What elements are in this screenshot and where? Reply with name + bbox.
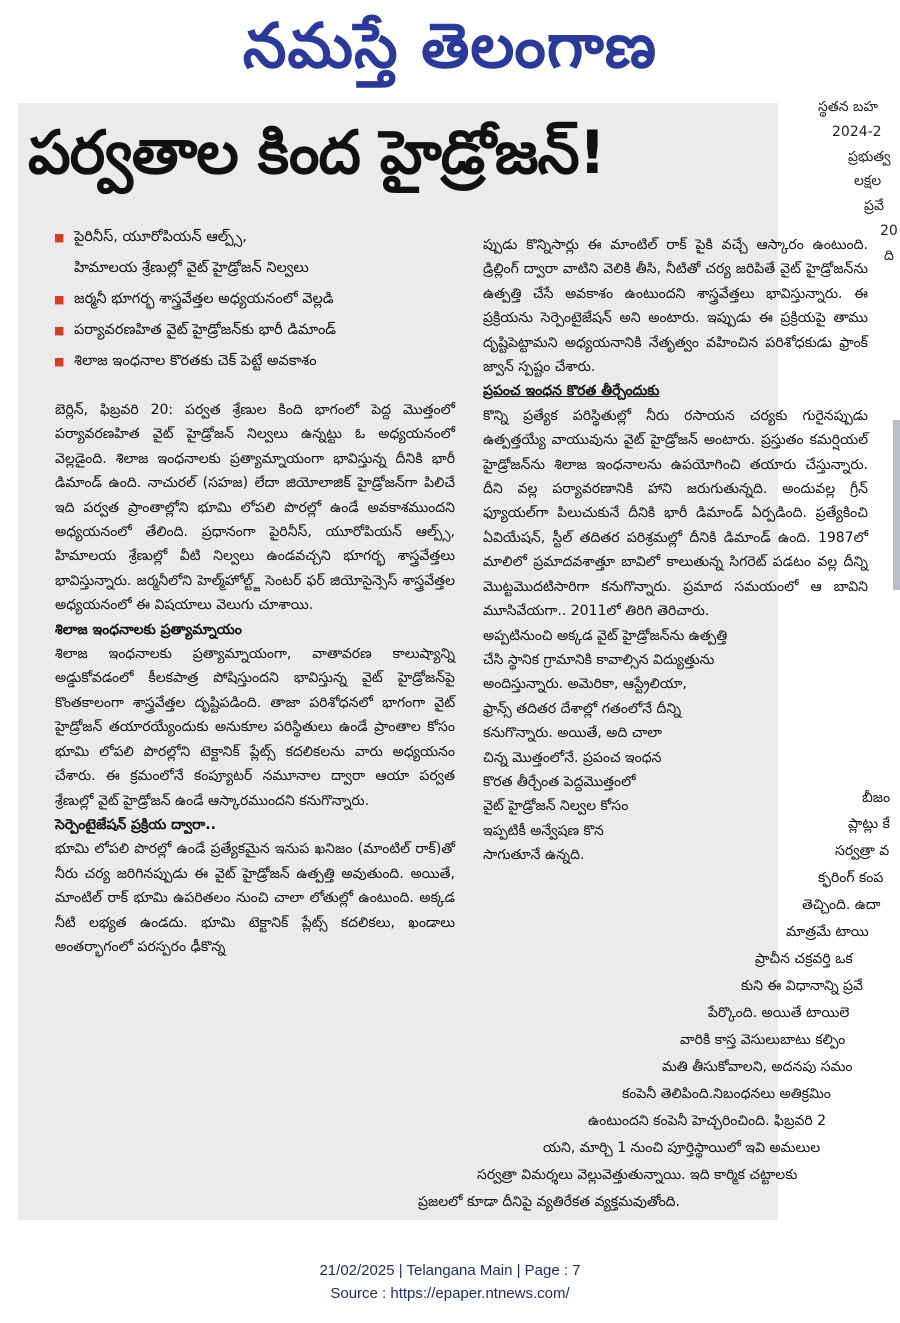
text-line: వారికి కాస్త వెసులుబాటు కల్పిం <box>680 1032 846 1048</box>
text-line: కంపెనీ తెలిపింది.నిబంధనలు అతిక్రమిం <box>622 1086 831 1102</box>
text-line: కుని ఈ విధానాన్ని ప్రవే <box>741 978 863 994</box>
text-line: సర్వత్రా వ <box>835 843 890 859</box>
bullet-list <box>54 222 474 377</box>
neighbor-article-bottom <box>300 785 900 1225</box>
text-line: చేసి స్థానిక గ్రామానికి కావాల్సిన విద్యుత్తును <box>483 651 715 668</box>
text-line: ప్రాచీన చక్రవర్తి ఒక <box>755 951 853 967</box>
text-line: ది <box>884 247 894 264</box>
text-line: చిన్న మొత్తంలోనే. ప్రపంచ ఇంధన <box>483 749 662 766</box>
bullet-item-continued: హిమాలయ శ్రేణుల్లో వైట్ హైడ్రోజన్ నిల్వలు <box>74 260 309 276</box>
masthead <box>0 0 900 95</box>
text-line: ప్రభుత్వ <box>848 148 891 165</box>
article-paragraph: శిలాజ ఇంధనాలకు ప్రత్యామ్నాయంగా, వాతావరణ కాలుష్యాన్ని అడ్డుకోవడంలో కీలకపాత్ర పోషిస్తుందని భావిస్తున్న వైట్ హైడ్రోజన్‌పై కొంతకాలంగా శాస్త్రవేత్తల దృష్టిపడింది. తాజా పరిశోధనలో భాగంగా వైట్ హైడ్రోజన్ తయారయ్యేందుకు అనుకూల పరిస్థితులు ఉండే ప్రాంతాల కోసం భూమి లోపలి పొరల్లోని టెక్టానిక్ ప్లేట్స్ కదలికలను వారు అధ్యయనం చేశారు. ఈ క్రమంలోనే కంప్యూటర్ నమూనాల ద్వారా ఆయా పర్వత శ్రేణుల్లో వైట్ హైడ్రోజన్ ఉండే ఆస్కారముందని కనుగొన్నారు. <box>55 646 455 809</box>
neighbor-photo <box>893 420 900 590</box>
text-line: అందిస్తున్నారు. అమెరికా, ఆస్ట్రేలియా, <box>483 676 687 693</box>
bullet-item: ■ పైరినీస్, యూరోపియన్ ఆల్ప్స్, <box>54 222 474 253</box>
article-column-2 <box>483 233 868 868</box>
bullet-item: ■ జర్మనీ భూగర్భ శాస్త్రవేత్తల అధ్యయనంలో వెల్లడి <box>54 284 474 315</box>
article-paragraph: ప్పుడు కొన్నిసార్లు ఈ మాంటిల్ రాక్ పైకి వచ్చే ఆస్కారం ఉంటుంది. డ్రిల్లింగ్ ద్వారా వాటిని వెలికి తీసి, నీటితో చర్య జరిపితే వైట్ హైడ్రోజన్‌ను ఉత్పత్తి చేసే అవకాశం ఉంటుందని శాస్త్రవేత్తలు భావిస్తున్నారు. ఈ ప్రక్రియను సెర్పెంటైజేషన్ అని అంటారు. ఇప్పుడు ఈ ప్రక్రియపై తాము దృష్టిపెట్టామని అధ్యయనానికి నేతృత్వం వహించిన పరిశోధకుడు ఫ్రాంక్ జ్వాన్ స్పష్టం చేశారు. <box>483 237 868 376</box>
text-line: స్థతన బహ <box>818 99 878 115</box>
footer-date-page: 21/02/2025 | Telangana Main | Page : 7 <box>319 1262 581 1279</box>
text-line: కనుగొన్నారు. అయితే, అది చాలా <box>483 725 662 742</box>
subheading: సెర్పెంటైజేషన్ ప్రక్రియ ద్వారా.. <box>55 816 216 833</box>
text-line: మతి తీసుకోవాలని, అదనపు సమం <box>662 1059 853 1075</box>
text-line: అప్పటినుంచి అక్కడ వైట్ హైడ్రోజన్‌ను ఉత్పత్తి <box>483 627 728 644</box>
text-line: ప్లాట్లు కే <box>848 816 890 832</box>
text-line: సర్వత్రా విమర్శలు వెల్లువెత్తుతున్నాయి. ఇది కార్మిక చట్టాలకు <box>477 1167 798 1183</box>
text-line: ఫ్రాన్స్ తదితర దేశాల్లో గతంలోనే దీన్ని <box>483 700 682 717</box>
text-line: 2024-2 <box>832 123 882 140</box>
bullet-item: ■ పర్యావరణహిత వైట్ హైడ్రోజన్‌కు భారీ డిమాండ్ <box>54 315 474 346</box>
article-headline: పర్వతాల కింద హైడ్రోజన్! <box>28 118 606 188</box>
text-line: బీజం <box>862 790 891 806</box>
bullet-item: ■ శిలాజ ఇంధనాల కొరతకు చెక్ పెట్టే అవకాశం <box>54 346 474 377</box>
article-paragraph: కొన్ని ప్రత్యేక పరిస్థితుల్లో నీరు రసాయన చర్యకు గురైనప్పుడు ఉత్పత్తయ్యే వాయువును వైట్ హైడ్రోజన్ అంటారు. ప్రస్తుతం కమర్షియల్ హైడ్రోజన్‌ను శిలాజ ఇంధనాలను ఉపయోగించి తయారు చేస్తున్నారు. దీని వల్ల పర్యావరణానికి హాని జరుగుతున్నది. అందువల్ల గ్రీన్ ఫ్యూయల్‌గా పిలుచుకునే దీనికి భారీ డిమాండ్ ఏర్పడింది. ప్రత్యేకించి ఏవియేషన్, స్టీల్ తదితర పరిశ్రమల్లో దీనికి డిమాండ్ ఉంది. 1987లో మాలిలో ప్రమాదవశాత్తూ బావిలో కాలుతున్న సిగరెట్ పడటం వల్ల దీన్ని మొట్టమొదటిసారిగా కనుగొన్నారు. ప్రమాద సమయంలో ఆ బావిని మూసివేయగా.. 2011లో తిరిగి తెరిచారు. <box>483 407 868 620</box>
text-line: పేర్కొంది. అయితే టాయిలె <box>708 1005 850 1021</box>
text-line: వైట్ హైడ్రోజన్ నిల్వల కోసం <box>483 798 629 815</box>
newspaper-logo: నమస్తే తెలంగాణ <box>242 9 658 82</box>
text-line: తెచ్చింది. ఉదా <box>802 897 881 913</box>
text-line: కొరత తీర్చేంత పెద్దమొత్తంలో <box>483 773 636 790</box>
text-line: ఇప్పటికీ అన్వేషణ కొన <box>483 822 604 839</box>
article-paragraph: భూమి లోపలి పొరల్లో ఉండే ప్రత్యేకమైన ఇనుప ఖనిజం (మాంటిల్ రాక్)తో నీరు చర్య జరిగినప్పుడు ఈ వైట్ హైడ్రోజన్ ఉత్పత్తి అవుతుంది. అయితే, మాంటిల్ రాక్ భూమి ఉపరితలం నుంచి చాలా లోతుల్లో ఉంటుంది. అక్కడ నీటి లభ్యత ఉండదు. భూమి టెక్టానిక్ ప్లేట్స్ కదలికలు, ఖండాలు అంతర్భాగంలో పరస్పరం ఢీకొన్న <box>55 841 455 955</box>
neighbor-article-top <box>790 95 900 325</box>
subheading: ప్రపంచ ఇంధన కొరత తీర్చేందుకు <box>483 383 660 400</box>
subheading: శిలాజ ఇంధనాలకు ప్రత్యామ్నాయం <box>55 621 242 638</box>
text-line: 20 <box>880 222 898 239</box>
text-line: ప్రవే <box>864 198 884 215</box>
text-line: లక్షల <box>854 173 882 190</box>
article-intro: బెర్లిన్, ఫిబ్రవరి 20: పర్వత శ్రేణుల కింది భాగంలో పెద్ద మొత్తంలో పర్యావరణహిత వైట్ హైడ్రోజన్ నిల్వలు ఉన్నట్టు ఓ అధ్యయనంలో వెల్లడైంది. శిలాజ ఇంధనాలకు ప్రత్యామ్నాయంగా భావిస్తున్న దీనికి భారీ డిమాండ్ ఉంది. నాచురల్ (సహజ) లేదా జియోలాజిక్ హైడ్రోజన్‌గా పిలిచే ఇది పర్వత ప్రాంతాల్లోని భూమి లోపలి పొరల్లో ఉండే అవకాశముందని అధ్యయనంలో తేలింది. ప్రధానంగా పైరినీస్, యూరోపియన్ ఆల్ప్స్, హిమాలయ శ్రేణుల్లో వీటి నిల్వలు ఉండవచ్చని భూగర్భ శాస్త్రవేత్తలు భావిస్తున్నారు. జర్మనీలోని హెల్మ్‌హోల్ట్జ్ సెంటర్ ఫర్ జియోసైన్సెస్ శాస్త్రవేత్తల అధ్యయనంలో ఈ విషయాలు వెలుగు చూశాయి. <box>55 402 455 614</box>
text-line: ప్రజలలో కూడా దీనిపై వ్యతిరేకత వ్యక్తమవుతోంది. <box>418 1194 680 1210</box>
footer-source: Source : https://epaper.ntnews.com/ <box>330 1285 570 1302</box>
text-line: యని, మార్చి 1 నుంచి పూర్తిస్థాయిలో ఇవి అమలుల <box>543 1140 821 1156</box>
text-line: మాత్రమే టాయి <box>786 924 869 940</box>
text-line: ఉంటుందని కంపెనీ హెచ్చరించింది. ఫిబ్రవరి 2 <box>588 1113 827 1129</box>
text-line: క్ఫరింగ్ కంప <box>818 870 884 886</box>
text-line: సాగుతూనే ఉన్నది. <box>483 847 585 864</box>
